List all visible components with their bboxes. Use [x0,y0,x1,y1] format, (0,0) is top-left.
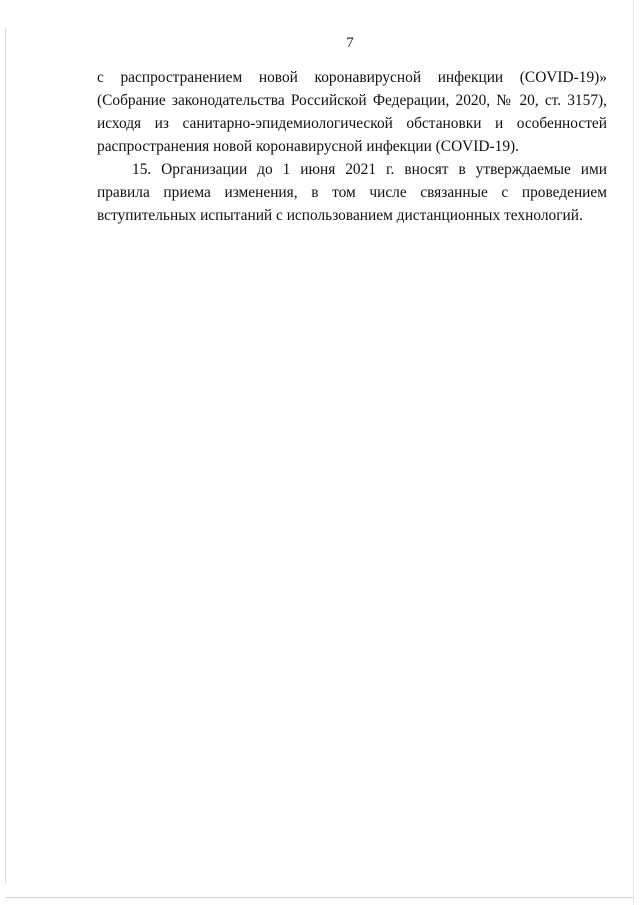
text-line: (Собрание законодательства Российской Федерации, 2020, № 20, ст. 3157), [97,92,607,109]
text-line: исходя из санитарно-эпидемиологической обстановки и особенностей [97,115,607,132]
scan-edge-left [5,28,6,883]
text-line: 15. Организации до 1 июня 2021 г. вносят в утверждаемые ими [132,161,607,178]
text-line: с распространением новой коронавирусной инфекции (COVID-19)» [97,69,607,86]
document-body [97,66,607,227]
paragraph-continuation [97,66,607,158]
page-number: 7 [346,35,354,51]
scan-edge-bottom [6,897,634,898]
text-line: вступительных испытаний с использованием дистанционных технологий. [97,207,583,224]
paragraph-item-15 [97,158,607,227]
scan-edge-right [633,0,634,905]
text-line: правила приема изменения, в том числе связанные с проведением [97,184,607,201]
text-line: распространения новой коронавирусной инфекции (COVID-19). [97,138,520,155]
